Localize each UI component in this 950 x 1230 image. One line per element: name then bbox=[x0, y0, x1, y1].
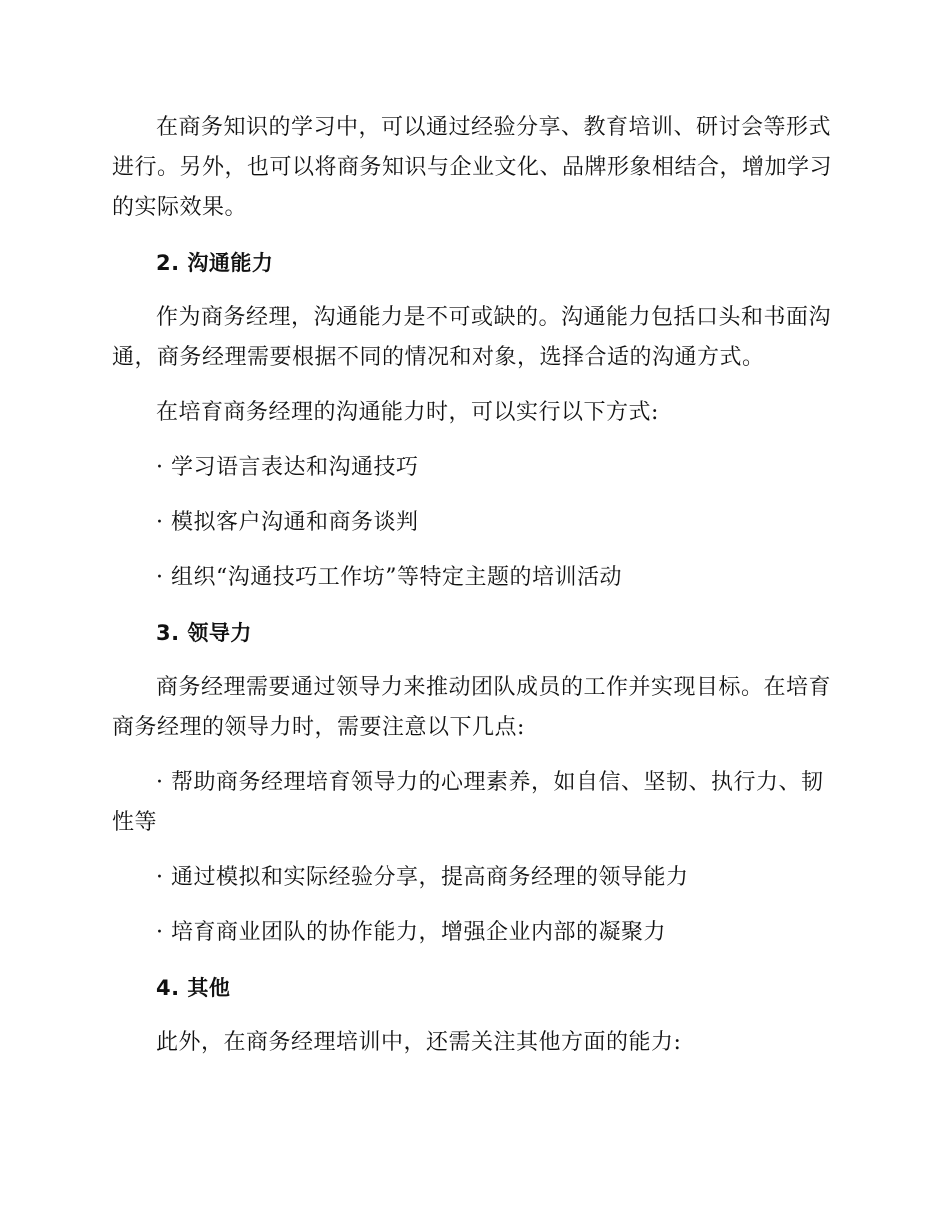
other-paragraph: 此外，在商务经理培训中，还需关注其他方面的能力: bbox=[156, 1030, 682, 1055]
intro-paragraph: 在商务知识的学习中，可以通过经验分享、教育培训、研讨会等形式进行。另外，也可以将商务知识与企业文化、品牌形象相结合，增加学习的实际效果。 bbox=[112, 115, 833, 220]
list-item: · 培育商业团队的协作能力，增强企业内部的凝聚力 bbox=[156, 920, 666, 945]
section-heading-other: 4. 其他 bbox=[156, 976, 231, 1000]
communication-methods-intro: 在培育商务经理的沟通能力时，可以实行以下方式: bbox=[156, 400, 659, 425]
list-item: · 通过模拟和实际经验分享，提高商务经理的领导能力 bbox=[156, 865, 689, 890]
list-item: · 模拟客户沟通和商务谈判 bbox=[156, 510, 419, 535]
document-body bbox=[112, 108, 832, 1078]
section-heading-leadership: 3. 领导力 bbox=[156, 621, 252, 645]
section-heading-communication: 2. 沟通能力 bbox=[156, 251, 274, 275]
communication-paragraph: 作为商务经理，沟通能力是不可或缺的。沟通能力包括口头和书面沟通，商务经理需要根据不同的情况和对象，选择合适的沟通方式。 bbox=[112, 305, 832, 370]
leadership-paragraph: 商务经理需要通过领导力来推动团队成员的工作并实现目标。在培育商务经理的领导力时，需要注意以下几点: bbox=[112, 675, 832, 740]
list-item: · 组织“沟通技巧工作坊”等特定主题的培训活动 bbox=[156, 565, 622, 590]
list-item: · 帮助商务经理培育领导力的心理素养，如自信、坚韧、执行力、韧性等 bbox=[112, 770, 824, 835]
list-item: · 学习语言表达和沟通技巧 bbox=[156, 455, 419, 480]
